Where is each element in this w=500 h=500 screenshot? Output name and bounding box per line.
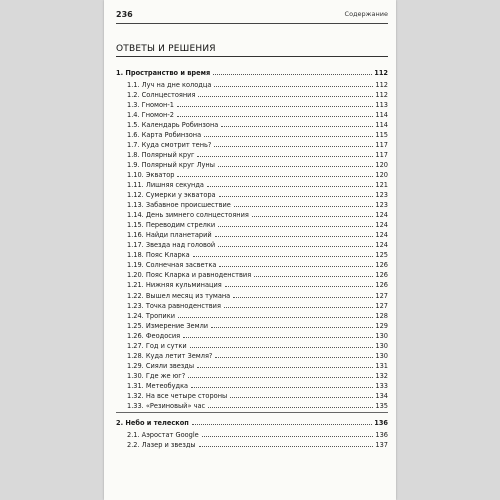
dot-leader [219,196,374,197]
dot-leader [207,186,373,187]
toc-entry [116,390,388,400]
dot-leader [188,377,373,378]
toc-entry-page: 121 [375,181,388,190]
header-rule [116,23,388,24]
dot-leader [199,446,374,447]
dot-leader [183,337,373,338]
toc-entry-page: 120 [375,160,388,169]
toc-entry-title: 1.2. Солнцестояния [127,90,196,99]
toc-entry-title: 1.33. «Резиновый» час [127,402,206,411]
dot-leader [218,246,373,247]
toc-entry [116,109,388,119]
dot-leader [198,96,373,97]
dot-leader [178,317,373,318]
chapter-separator [116,412,388,413]
dot-leader [202,436,374,437]
toc-entry [116,199,388,209]
toc-entry-title: 1.1. Луч на дне колодца [127,80,212,89]
page-number: 236 [116,10,133,19]
toc-entry [116,310,388,320]
toc-entry [116,429,388,439]
toc-entry-page: 117 [375,150,388,159]
dot-leader [190,347,374,348]
toc-entry-page: 126 [375,261,388,270]
toc-entry [116,169,388,179]
toc-entry [116,340,388,350]
toc-entry-page: 123 [375,191,388,200]
dot-leader [230,397,373,398]
toc-entry-page: 130 [375,331,388,340]
toc-entry [116,300,388,310]
toc-entry [116,370,388,380]
toc-entry-title: 1.22. Вышел месяц из тумана [127,291,231,300]
toc-entry-title: 1.29. Сияли звезды [127,361,195,370]
dot-leader [221,126,373,127]
toc-entry-page: 124 [375,211,388,220]
toc-entry-page: 132 [375,371,388,380]
dot-leader [191,387,373,388]
dot-leader [193,256,374,257]
toc-entry [116,79,388,89]
toc-entry-title: 1.5. Календарь Робинзона [127,120,219,129]
toc-entry [116,149,388,159]
toc-chapter [116,66,388,77]
toc-entry [116,279,388,289]
dot-leader [233,297,373,298]
toc-entry [116,159,388,169]
dot-leader [252,216,374,217]
toc-entry-page: 134 [375,392,388,400]
book-page [104,0,396,500]
toc-chapter-page: 112 [374,68,388,77]
toc-entry-page: 127 [375,301,388,310]
toc-entry-title: 1.12. Сумерки у экватора [127,191,216,200]
toc-entry-title: 1.4. Гномон-2 [127,110,174,119]
toc-chapter [116,416,388,427]
toc-entry [116,289,388,299]
toc-chapter-title: 1. Пространство и время [116,68,211,77]
toc-entry [116,330,388,340]
toc-entry-title: 1.13. Забавное происшествие [127,201,231,210]
toc-entry-page: 128 [375,311,388,320]
table-of-contents [116,66,388,449]
toc-entry-title: 1.26. Феодосия [127,331,181,340]
page-header [116,10,388,22]
toc-entry-title: 2.1. Аэростат Google [127,430,199,439]
toc-entry-page: 114 [375,110,388,119]
toc-entry-page: 115 [375,130,388,139]
toc-entry [116,269,388,279]
toc-entry [116,380,388,390]
toc-entry-title: 2.2. Лазер и звезды [127,440,196,449]
toc-entry [116,400,388,410]
toc-entry-title: 1.15. Переводим стрелки [127,221,216,230]
dot-leader [234,206,374,207]
toc-entry-title: 1.10. Экватор [127,170,175,179]
toc-entry-page: 135 [375,402,388,411]
toc-chapter-page: 136 [374,418,388,427]
toc-entry-page: 117 [375,140,388,149]
toc-entry [116,139,388,149]
toc-entry-title: 1.14. День зимнего солнцестояния [127,211,249,220]
toc-entry [116,239,388,249]
toc-entry-page: 130 [375,341,388,350]
dot-leader [214,146,373,147]
dot-leader [215,236,374,237]
toc-entry [116,129,388,139]
toc-entry-page: 124 [375,221,388,230]
toc-entry-title: 1.28. Куда летит Земля? [127,351,213,360]
toc-entry [116,320,388,330]
dot-leader [177,176,373,177]
toc-entry-page: 131 [375,361,388,370]
section-title: ОТВЕТЫ И РЕШЕНИЯ [116,44,216,54]
toc-entry-title: 1.3. Гномон-1 [127,100,174,109]
toc-entry-page: 120 [375,170,388,179]
dot-leader [215,357,373,358]
dot-leader [254,276,373,277]
dot-leader [218,226,373,227]
toc-entry [116,350,388,360]
toc-entry-title: 1.7. Куда смотрит тень? [127,140,212,149]
toc-entry-title: 1.21. Нижняя кульминация [127,281,222,290]
toc-entry-page: 114 [375,120,388,129]
toc-entry [116,259,388,269]
dot-leader [177,116,373,117]
toc-entry-page: 112 [375,80,388,89]
toc-entry [116,439,388,449]
dot-leader [213,74,372,75]
dot-leader [204,136,373,137]
toc-entry-page: 125 [375,251,388,260]
toc-entry [116,189,388,199]
toc-entry [116,249,388,259]
toc-entry-title: 1.24. Тропики [127,311,175,320]
toc-entry-title: 1.20. Пояс Кларка и равноденствия [127,271,252,280]
toc-entry-title: 1.9. Полярный круг Луны [127,160,215,169]
toc-entry-title: 1.27. Год и сутки [127,341,187,350]
toc-entry-page: 133 [375,381,388,390]
toc-entry [116,219,388,229]
dot-leader [224,307,373,308]
dot-leader [197,156,373,157]
toc-entry-page: 123 [375,201,388,210]
toc-entry-page: 137 [375,440,388,449]
toc-entry-title: 1.16. Найди планетарий [127,231,212,240]
toc-entry-page: 126 [375,281,388,290]
dot-leader [218,166,373,167]
toc-entry-page: 126 [375,271,388,280]
dot-leader [208,407,373,408]
toc-entry-title: 1.8. Полярный круг [127,150,195,159]
toc-entry-page: 136 [375,430,388,439]
dot-leader [177,106,373,107]
toc-entry [116,89,388,99]
dot-leader [214,86,373,87]
toc-entry-page: 113 [375,100,388,109]
toc-entry-title: 1.17. Звезда над головой [127,241,216,250]
toc-entry-page: 127 [375,291,388,300]
toc-entry-title: 1.30. Где же юг? [127,371,186,380]
running-title: Содержание [344,10,388,18]
toc-entry [116,229,388,239]
section-rule [116,56,388,57]
toc-entry-title: 1.32. На все четыре стороны [127,392,228,400]
dot-leader [225,286,374,287]
toc-chapter-title: 2. Небо и телескоп [116,418,189,427]
toc-entry-title: 1.6. Карта Робинзона [127,130,202,139]
toc-entry-title: 1.11. Лишняя секунда [127,181,204,190]
dot-leader [192,424,372,425]
toc-entry [116,360,388,370]
toc-entry-title: 1.31. Метеобудка [127,381,189,390]
toc-entry-page: 129 [375,321,388,330]
dot-leader [219,266,373,267]
toc-entry [116,179,388,189]
toc-entry-title: 1.19. Солнечная засветка [127,261,217,270]
toc-entry [116,119,388,129]
toc-entry-title: 1.18. Пояс Кларка [127,251,190,260]
dot-leader [211,327,373,328]
toc-entry-page: 124 [375,241,388,250]
toc-entry-title: 1.25. Измерение Земли [127,321,209,330]
dot-leader [197,367,373,368]
toc-entry-title: 1.23. Точка равноденствия [127,301,221,310]
toc-entry-page: 112 [375,90,388,99]
toc-entry [116,99,388,109]
toc-entry [116,209,388,219]
toc-entry-page: 124 [375,231,388,240]
toc-entry-page: 130 [375,351,388,360]
